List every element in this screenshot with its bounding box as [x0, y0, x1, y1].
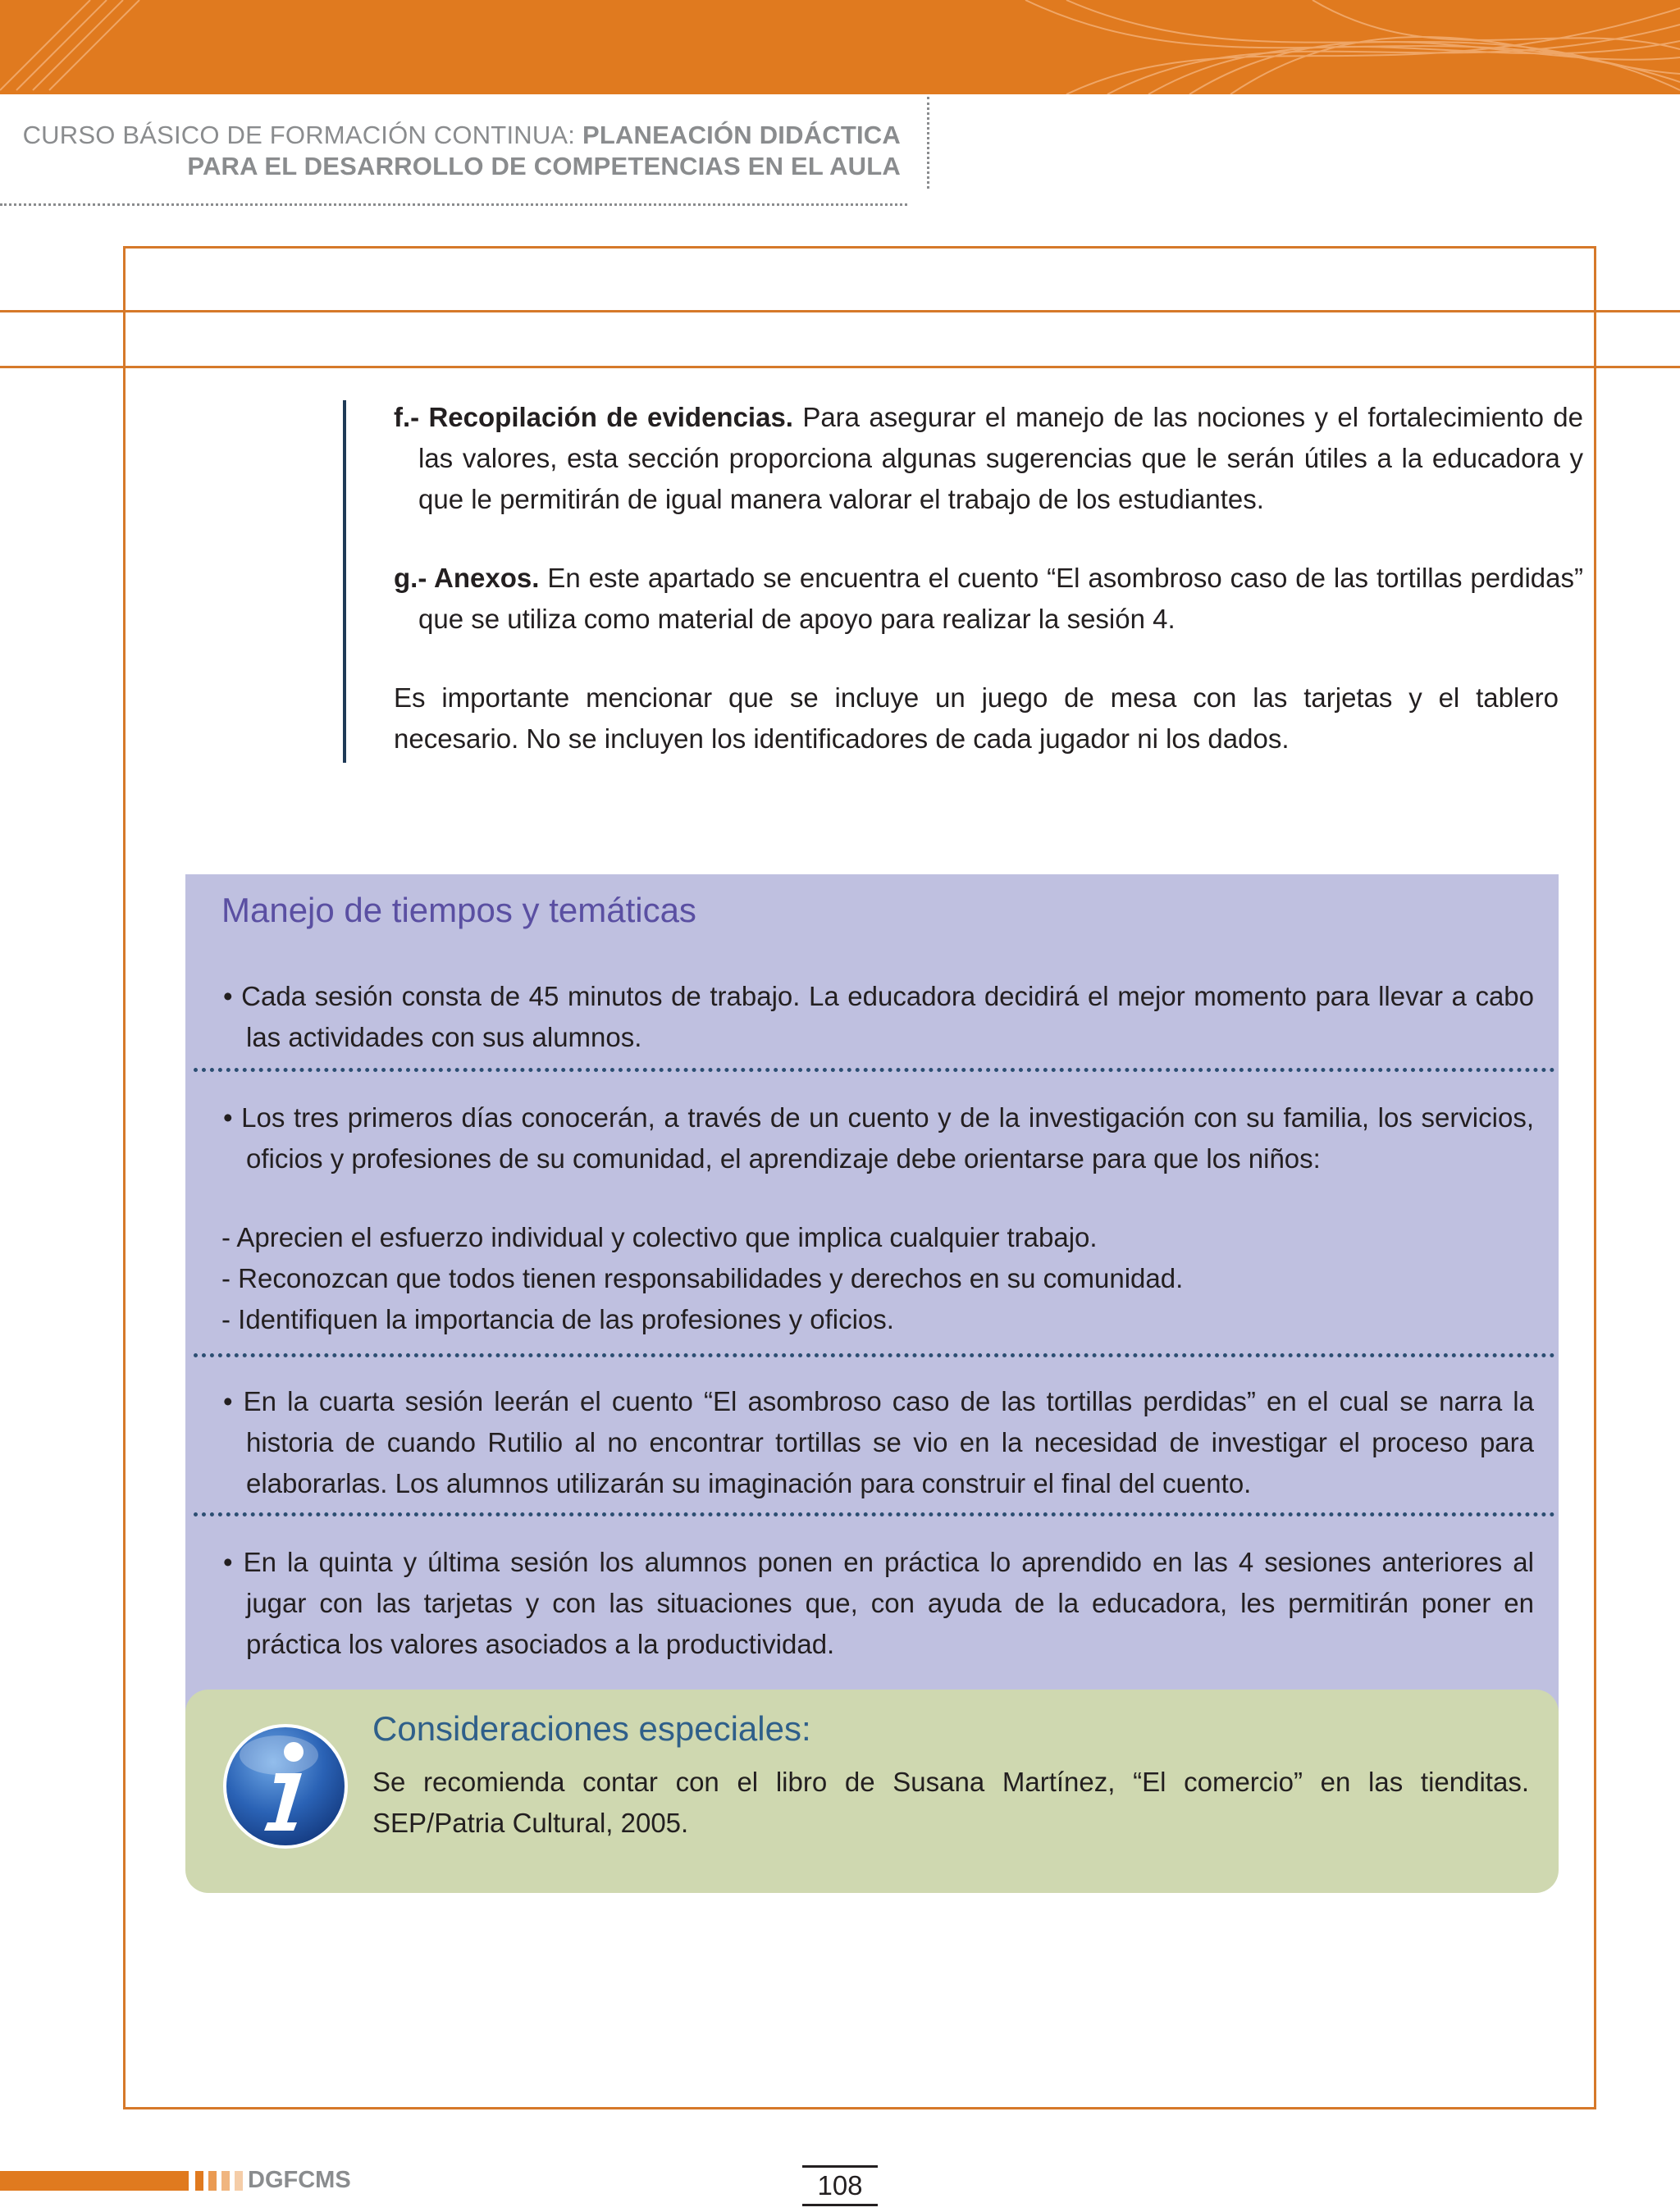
- section-g-label: g.- Anexos.: [394, 563, 540, 593]
- time-bullet-4: • En la quinta y última sesión los alumnos ponen en práctica lo aprendido en las 4 sesiones anteriores al jugar con las tarjetas y con las situaciones que, con ayuda de la educadora, les permitirán poner en práctica los valores asociados a la productividad.: [223, 1547, 1534, 1659]
- dash-item: - Identifiquen la importancia de las profesiones y oficios.: [221, 1304, 894, 1334]
- header-band: [0, 0, 1680, 94]
- info-icon: [221, 1722, 349, 1850]
- time-bullet-2: • Los tres primeros días conocerán, a través de un cuento y de la investigación con su familia, los servicios, oficios y profesiones de su comunidad, el aprendizaje debe orientarse para que los niños:: [223, 1102, 1534, 1174]
- section-f-text: Para asegurar el manejo de las nociones y el fortalecimiento de las valores, esta sección proporciona algunas sugerencias que le serán útiles a la educadora y que le permitirán de igual manera valorar el trabajo de los estudiantes.: [418, 402, 1583, 514]
- header-dotted-rule-vertical: [927, 97, 929, 189]
- dash-item: - Reconozcan que todos tienen responsabilidades y derechos en su comunidad.: [221, 1263, 1184, 1293]
- course-title-bold-1: PLANEACIÓN DIDÁCTICA: [582, 121, 901, 149]
- dotted-separator: [194, 1068, 1555, 1072]
- special-text: Se recomienda contar con el libro de Susana Martínez, “El comercio” en las tienditas. SEP/Patria Cultural, 2005.: [372, 1767, 1529, 1838]
- section-g: [394, 558, 1583, 640]
- special-considerations-box: [185, 1690, 1559, 1893]
- header-dotted-rule: [0, 203, 907, 206]
- dotted-separator: [194, 1512, 1555, 1516]
- dotted-separator: [194, 1353, 1555, 1357]
- dash-item: - Aprecien el esfuerzo individual y colectivo que implica cualquier trabajo.: [221, 1222, 1098, 1252]
- course-title: [23, 120, 901, 182]
- course-title-prefix: CURSO BÁSICO DE FORMACIÓN CONTINUA:: [22, 121, 582, 149]
- section-f-label: f.- Recopilación de evidencias.: [394, 402, 793, 432]
- page-number: 108: [802, 2165, 878, 2206]
- footer-label: DGFCMS: [248, 2167, 351, 2193]
- time-bullet-3: • En la cuarta sesión leerán el cuento “El asombroso caso de las tortillas perdidas” en el cual se narra la historia de cuando Rutilio al no encontrar tortillas se vio en la necesidad de investigar el proceso para elaborarlas. Los alumnos utilizarán su imaginación para construir el final del cuento.: [223, 1386, 1534, 1498]
- note-paragraph: Es importante mencionar que se incluye un juego de mesa con las tarjetas y el tablero necesario. No se incluyen los identificadores de cada jugador ni los dados.: [394, 682, 1559, 754]
- time-management-box: [185, 874, 1559, 1768]
- footer-bars-decoration: [0, 2171, 246, 2191]
- section-accent-bar: [343, 400, 346, 763]
- special-title: Consideraciones especiales:: [372, 1709, 811, 1748]
- time-box-title: Manejo de tiempos y temáticas: [221, 891, 696, 929]
- frame-rule-bottom: [0, 366, 1680, 368]
- course-title-bold-2: PARA EL DESARROLLO DE COMPETENCIAS EN EL AULA: [187, 152, 901, 180]
- header-wave-decoration: [0, 0, 1680, 94]
- time-bullet-1: • Cada sesión consta de 45 minutos de trabajo. La educadora decidirá el mejor momento para llevar a cabo las actividades con sus alumnos.: [223, 981, 1534, 1052]
- section-f: [394, 397, 1583, 520]
- frame-rule-top: [0, 310, 1680, 312]
- section-g-text: En este apartado se encuentra el cuento “El asombroso caso de las tortillas perdidas” que se utiliza como material de apoyo para realizar la sesión 4.: [418, 563, 1583, 634]
